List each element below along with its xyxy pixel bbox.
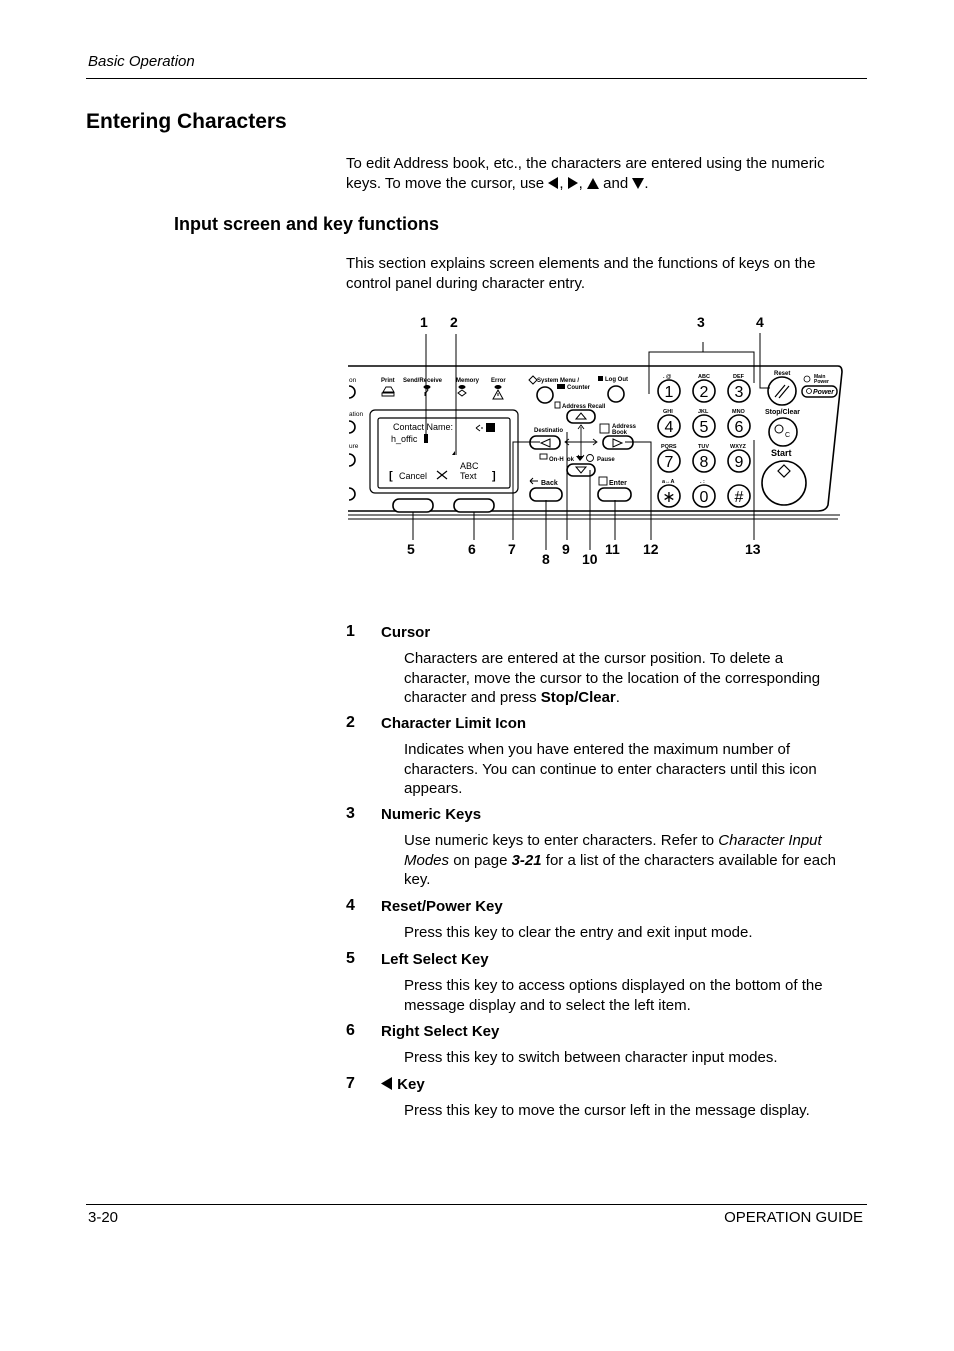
item-number: 2 [346, 714, 355, 731]
key-digit: 7 [664, 454, 674, 471]
right-select-key[interactable] [454, 499, 494, 512]
section-line-2: control panel during character entry. [346, 274, 586, 292]
character-limit-icon [452, 451, 455, 455]
display-abc: ABC [460, 461, 479, 471]
cross-guide [566, 427, 596, 457]
display-cancel: Cancel [399, 471, 428, 481]
clear-icon: C [785, 432, 791, 439]
left-select-key[interactable] [393, 499, 433, 512]
edge-key [349, 488, 355, 500]
guide-name: OPERATION GUIDE [724, 1209, 863, 1226]
key-letters: . : [700, 479, 705, 485]
item-title: Numeric Keys [381, 806, 482, 823]
desc-line: message display and to select the left item. [404, 996, 691, 1014]
arrow-up-icon [587, 178, 599, 189]
enter-label: Enter [609, 480, 627, 487]
edge-label: ure [349, 443, 359, 450]
arrows-icon [476, 425, 483, 431]
power-label: Power [813, 389, 835, 396]
start-label: Start [771, 448, 792, 458]
key-digit: 4 [664, 419, 674, 436]
footer-rule [86, 1204, 867, 1205]
log-out-label: Log Out [605, 377, 628, 383]
page-number: 3-20 [88, 1209, 119, 1226]
control-panel-figure [340, 305, 860, 575]
bracket-icon: [ [389, 470, 393, 482]
desc-line [404, 688, 866, 708]
address-book-label: Address [612, 424, 637, 430]
indicator-led [424, 385, 431, 389]
desc-line: appears. [404, 780, 463, 798]
callout-7: 7 [508, 541, 516, 557]
key-letters: PQRS [661, 444, 677, 450]
item-number: 7 [346, 1075, 355, 1092]
intro-sep: , [578, 174, 588, 192]
back-label: Back [541, 480, 558, 487]
desc-line: key. [404, 871, 431, 889]
section-subtitle: Input screen and key functions [174, 214, 440, 234]
start-key[interactable] [762, 461, 806, 505]
indicator-led [459, 385, 466, 389]
edge-key [349, 454, 355, 466]
key-digit: 8 [699, 454, 709, 471]
key-digit: 9 [734, 454, 744, 471]
desc-text: character and press [404, 689, 541, 707]
key-letters: MNO [732, 409, 745, 415]
edge-label: on [349, 377, 357, 384]
stop-clear-ref: Stop/Clear [540, 689, 616, 707]
desc-line: Indicates when you have entered the maximum number of [404, 741, 791, 758]
page-title: Entering Characters [86, 110, 287, 133]
address-book-label: Book [612, 430, 627, 436]
callout-4: 4 [756, 314, 764, 330]
callout-5: 5 [407, 541, 415, 557]
callout-6: 6 [468, 541, 476, 557]
callout-8: 8 [542, 551, 550, 567]
desc-text: Use numeric keys to enter characters. Refer to [404, 832, 719, 849]
counter-icon [557, 384, 565, 389]
indicator-error-label: Error [491, 378, 506, 384]
system-menu-icon [529, 376, 537, 384]
key-digit: # [734, 489, 744, 506]
down-key[interactable] [567, 464, 595, 476]
callout-2: 2 [450, 314, 458, 330]
key-digit: 0 [699, 489, 709, 506]
key-letters: WXYZ [730, 444, 746, 450]
desc-line: Press this key to access options displayed on the bottom of the [404, 977, 823, 994]
key-letters: a↔A [662, 479, 675, 485]
address-recall-label: Address Recall [562, 404, 606, 410]
destination-label: Destinatio [534, 428, 564, 434]
printer-icon [382, 387, 394, 396]
intro-paragraph [346, 154, 866, 193]
callout-13: 13 [745, 541, 761, 557]
desc-line [404, 851, 866, 871]
callout-11: 11 [605, 541, 620, 557]
indicator-memory-label: Memory [456, 378, 480, 384]
key-digit: 6 [734, 419, 744, 436]
counter-label: Counter [567, 385, 590, 391]
cross-ref: Character Input [718, 832, 822, 849]
desc-line [404, 831, 866, 851]
separator-icon [437, 471, 447, 479]
callout-10: 10 [582, 551, 598, 567]
item-description [404, 740, 866, 799]
section-line-1: This section explains screen elements and the functions of keys on the [346, 255, 816, 272]
item-number: 3 [346, 805, 355, 822]
item-title: Right Select Key [381, 1023, 500, 1040]
bracket-icon: ] [492, 470, 496, 482]
desc-text: . [615, 689, 620, 707]
indicator-print-label: Print [381, 378, 395, 384]
log-out-key[interactable] [608, 386, 624, 402]
key-letters: . @ [663, 374, 672, 380]
desc-line: Press this key to move the cursor left in the message display. [404, 1102, 810, 1119]
item-description [404, 831, 866, 890]
key-letters: GHI [663, 409, 673, 415]
item-number: 6 [346, 1022, 355, 1039]
on-hook-label: On-H [549, 457, 564, 463]
item-title-text: Key [393, 1076, 425, 1093]
system-menu-label: System Menu / [537, 378, 580, 384]
callout-9: 9 [562, 541, 570, 557]
item-title [381, 1076, 425, 1093]
desc-line: characters. You can continue to enter characters until this icon [404, 760, 817, 778]
on-hook-icon [540, 454, 547, 459]
item-description [404, 1048, 866, 1068]
display-line-2: h_offic [391, 434, 418, 444]
display-text: Text [460, 471, 477, 481]
arrow-right-icon [568, 177, 579, 189]
pause-icon [587, 455, 594, 462]
edge-label: ation [349, 411, 364, 418]
item-title: Left Select Key [381, 951, 489, 968]
key-letters: TUV [698, 444, 709, 450]
desc-text: for a list of the characters available for each [541, 851, 836, 869]
item-title: Reset/Power Key [381, 898, 503, 915]
running-header: Basic Operation [88, 53, 195, 70]
up-key[interactable] [567, 410, 595, 423]
stop-clear-key[interactable] [769, 418, 797, 446]
numeric-keypad [658, 374, 750, 507]
enter-icon [599, 477, 607, 485]
arrow-left-icon [548, 177, 559, 189]
main-power-icon [804, 376, 810, 382]
indicator-send-label: Send/Receive [403, 378, 443, 384]
down-marker-icon [576, 456, 584, 461]
item-description [404, 1101, 866, 1121]
intro-text: keys. To move the cursor, use [346, 174, 549, 192]
intro-line-2 [346, 174, 866, 194]
item-title: Character Limit Icon [381, 715, 527, 732]
intro-end: . [644, 174, 649, 192]
mode-icon [486, 423, 495, 432]
lock-icon [598, 376, 603, 381]
key-digit: 3 [734, 384, 744, 401]
back-key[interactable] [530, 488, 562, 501]
arrow-down-icon [632, 178, 644, 189]
reset-label: Reset [774, 371, 791, 377]
intro-line-1: To edit Address book, etc., the characters are entered using the numeric [346, 155, 825, 172]
edge-key [349, 421, 355, 433]
desc-line: character, move the cursor to the location of the corresponding [404, 669, 821, 687]
intro-sep: , [559, 174, 568, 192]
page-ref-link[interactable]: 3-21 [511, 851, 542, 869]
address-recall-icon [555, 402, 560, 408]
arrow-left-icon [381, 1077, 393, 1090]
memory-icon [458, 390, 466, 396]
item-number: 4 [346, 897, 355, 914]
main-power-label: Power [814, 379, 830, 385]
stop-clear-label: Stop/Clear [765, 409, 801, 416]
key-digit: ∗ [662, 489, 676, 506]
main-power-label: Main [814, 374, 826, 380]
item-description [404, 923, 866, 943]
enter-key[interactable] [598, 488, 631, 501]
desc-line: Characters are entered at the cursor position. To delete a [404, 650, 784, 667]
section-paragraph [346, 254, 866, 293]
item-description [404, 976, 866, 1015]
intro-sep: and [599, 174, 633, 192]
desc-text: on page [449, 851, 512, 869]
key-digit: 1 [664, 384, 674, 401]
pause-label: Pause [597, 457, 615, 463]
key-letters: DEF [733, 374, 744, 380]
header-rule [86, 78, 867, 79]
reset-key[interactable] [768, 377, 796, 405]
cross-ref: Modes [404, 851, 450, 869]
address-book-icon [600, 424, 609, 433]
callout-3: 3 [697, 314, 705, 330]
desc-line: Press this key to switch between character input modes. [404, 1049, 778, 1066]
callout-12: 12 [643, 541, 659, 557]
key-letters: ABC [698, 374, 710, 380]
item-number: 1 [346, 623, 355, 640]
desc-line: Press this key to clear the entry and exit input mode. [404, 924, 753, 941]
system-menu-key[interactable] [537, 387, 553, 403]
indicator-row [381, 378, 506, 399]
callout-1: 1 [420, 314, 428, 330]
item-number: 5 [346, 950, 355, 967]
key-digit: 5 [699, 419, 709, 436]
item-title: Cursor [381, 624, 431, 641]
key-letters: JKL [698, 409, 709, 415]
indicator-led [495, 385, 502, 389]
key-digit: 2 [699, 384, 709, 401]
edge-key [349, 386, 355, 398]
display-line-1: Contact Name: [393, 422, 454, 432]
item-description [404, 649, 866, 708]
on-hook-suffix: ok [567, 457, 575, 463]
back-icon [530, 478, 538, 484]
